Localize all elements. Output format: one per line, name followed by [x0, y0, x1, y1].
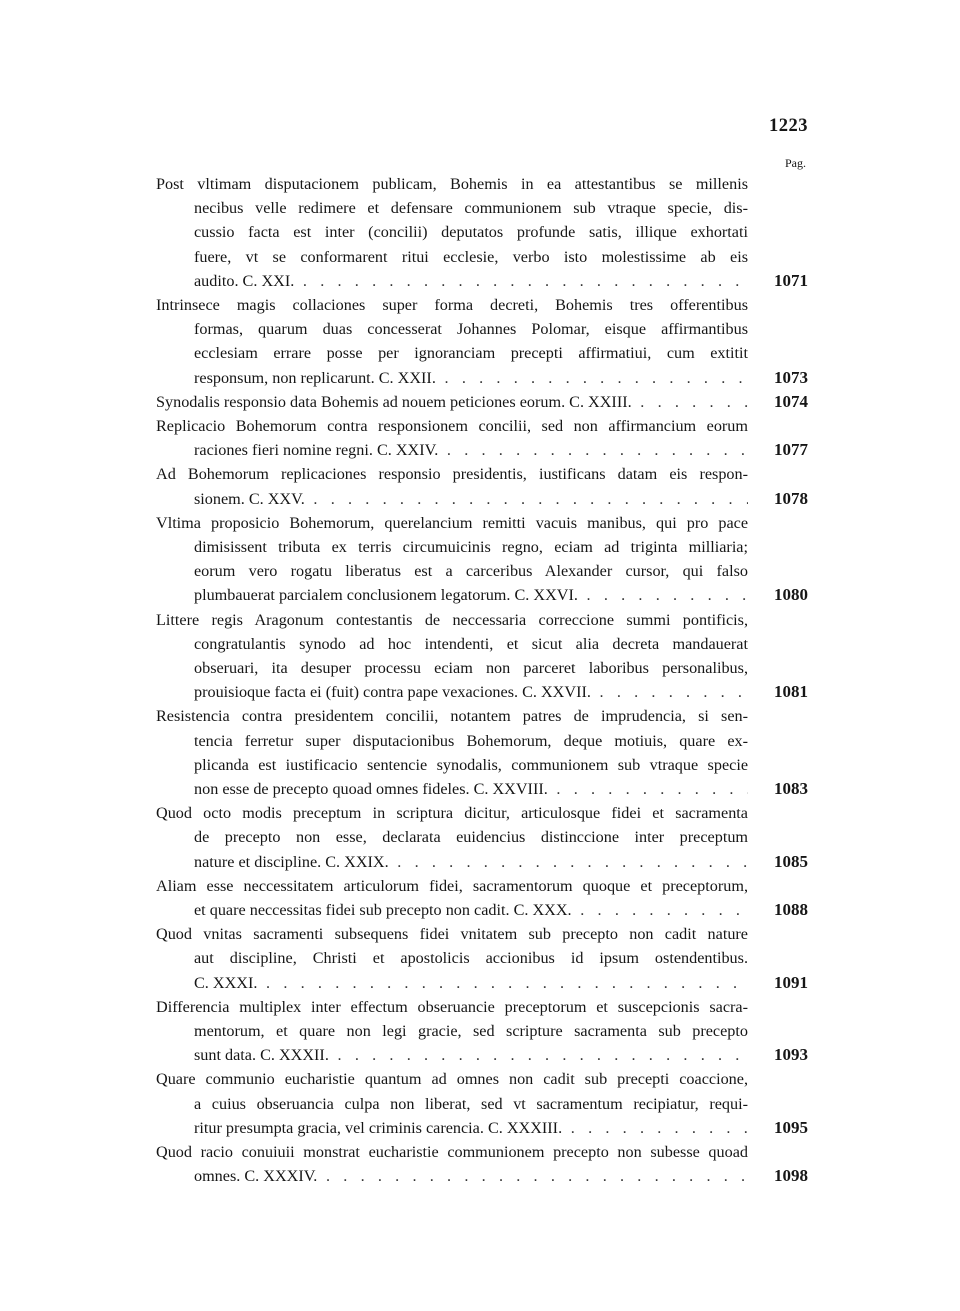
toc-entry-continuation: de precepto non esse, declarata euidencius distinccione inter preceptum [194, 828, 748, 847]
toc-line [0, 801, 960, 825]
toc-page-ref: 1095 [774, 1117, 808, 1137]
toc-entry-continuation: sunt data. C. XXXII. . . . [194, 1043, 748, 1067]
pag-column-label: Pag. [785, 156, 806, 170]
toc-entry-continuation: obseruari, ita desuper processu eciam non parceret laboribus personalibus, [194, 659, 748, 677]
toc-entry-continuation: dimisissent tributa ex terris circumuicinis regno, eciam ad triginta milliaria; [194, 538, 748, 556]
toc-line [0, 753, 960, 777]
toc-page-ref: 1091 [774, 972, 808, 992]
toc-entry-continuation: a cuius obseruancia culpa non liberat, sed vt sacramentum recipiatur, requi- [194, 1094, 748, 1113]
toc-line [0, 922, 960, 946]
toc-entry-continuation: non esse de precepto quoad omnes fideles. C. XXVIII. . . . [194, 777, 748, 801]
toc-line [0, 1116, 960, 1140]
toc-line [0, 559, 960, 583]
toc-line [0, 341, 960, 365]
toc-line [0, 874, 960, 898]
toc-line [0, 317, 960, 341]
toc-entry-continuation: fuere, vt se conformarent ritui ecclesie, verbo isto molestissime ab eis [194, 247, 748, 266]
toc-entry-text: Quare communio eucharistie quantum ad omnes non cadit sub precepti coaccione, [156, 1070, 748, 1089]
toc-entry-text: Post vltimam disputacionem publicam, Bohemis in ea attestantibus se millenis [156, 175, 748, 193]
toc-entry-continuation: plumbauerat parcialem conclusionem legatorum. C. XXVI. . . . [194, 583, 748, 607]
toc-page-ref: 1093 [774, 1045, 808, 1065]
toc-line [0, 1043, 960, 1067]
toc-line [0, 366, 960, 390]
toc-line [0, 511, 960, 535]
toc-entry-continuation: cussio facta est inter (concilii) deputatos profunde satis, illique exhortati [194, 223, 748, 242]
toc-page-ref: 1083 [774, 779, 808, 798]
toc-entry-continuation: eorum vero rogatu liberatus est a carceribus Alexander cursor, qui falso [194, 562, 748, 581]
toc-page-ref: 1085 [774, 851, 808, 871]
toc-line [0, 1019, 960, 1043]
toc-line [0, 1092, 960, 1116]
toc-line [0, 704, 960, 728]
toc-entry-continuation: ecclesiam errare posse per ignoranciam precepti affirmatiui, cum extitit [194, 344, 748, 363]
toc-line [0, 995, 960, 1019]
toc-line [0, 196, 960, 220]
toc-entry-continuation: prouisioque facta ei (fuit) contra pape vexaciones. C. XXVII. . . . [194, 680, 748, 704]
toc-line [0, 414, 960, 438]
page-number: 1223 [769, 116, 808, 136]
toc-line [0, 656, 960, 680]
toc-entry-text: Aliam esse neccessitatem articulorum fidei, sacramentorum quoque et preceptorum, [156, 876, 748, 895]
toc-entry-text: Vltima proposicio Bohemorum, querelancium remitti vacuis manibus, qui pro pace [156, 513, 748, 532]
toc-entry-continuation: omnes. C. XXXIV. . . . [194, 1164, 748, 1188]
toc-line [0, 850, 960, 874]
toc-line [0, 438, 960, 462]
toc-line [0, 583, 960, 607]
toc-entry-text: Quod octo modis preceptum in scriptura dicitur, articulosque fidei et sacramenta [156, 804, 748, 823]
toc-line [0, 825, 960, 849]
toc-entry-text: Littere regis Aragonum contestantis de neccessaria correccione summi pontificis, [156, 610, 748, 629]
toc-line [0, 608, 960, 632]
toc-entry-continuation: mentorum, et quare non legi gracie, sed scripture sacramenta sub precepto [194, 1022, 748, 1040]
toc-line [0, 1067, 960, 1091]
toc-line [0, 269, 960, 293]
toc-line [0, 172, 960, 196]
toc-page-ref: 1098 [774, 1166, 808, 1186]
toc-page-ref: 1077 [774, 440, 808, 460]
toc-entry-continuation: formas, quarum duas concesserat Johannes Polomar, eisque affirmantibus [194, 320, 748, 339]
toc-entry-continuation: ritur presumpta gracia, vel criminis carencia. C. XXXIII. . . . [194, 1116, 748, 1140]
toc-entry-continuation: raciones fieri nomine regni. C. XXIV. . . . [194, 438, 748, 462]
toc-page-ref: 1071 [774, 270, 808, 290]
toc-line [0, 462, 960, 486]
toc-page-ref: 1080 [774, 585, 808, 605]
toc-entry-text: Resistencia contra presidentem concilii, notantem patres de imprudencia, si sen- [156, 707, 748, 726]
toc-page-ref: 1088 [774, 900, 808, 919]
toc-entry-continuation: tencia ferretur super disputacionibus Bohemorum, deque motiuis, quare ex- [194, 731, 748, 750]
toc-entry-text: Quod racio conuiuii monstrat eucharistie communionem precepto non subesse quoad [156, 1143, 748, 1161]
toc-line [0, 680, 960, 704]
toc-page-ref: 1073 [774, 367, 808, 387]
toc-entry-text: Ad Bohemorum replicaciones responsio presidentis, iustificans datam eis respon- [156, 465, 748, 484]
toc-entry-text: Quod vnitas sacramenti subsequens fidei vnitatem sub precepto non cadit nature [156, 925, 748, 944]
toc-entry-continuation: nature et discipline. C. XXIX. . . . [194, 850, 748, 874]
toc-line [0, 1140, 960, 1164]
toc-entry-text: Differencia multiplex inter effectum obseruancie preceptorum et suscepcionis sacra- [156, 997, 748, 1016]
toc-entry-continuation: plicanda est iustificacio sentencie synodalis, communionem sub vtraque specie [194, 755, 748, 774]
toc-line [0, 777, 960, 801]
toc-line [0, 971, 960, 995]
toc-page-ref: 1078 [774, 488, 808, 508]
toc-page-ref: 1081 [774, 682, 808, 702]
toc-page-ref: 1074 [774, 391, 808, 411]
toc-line [0, 1164, 960, 1188]
toc-line [0, 898, 960, 922]
toc-entry-continuation: necibus velle redimere et defensare communionem sub vtraque specie, dis- [194, 199, 748, 218]
toc-line [0, 390, 960, 414]
toc-entry-continuation: aut discipline, Christi et apostolicis accionibus id ipsum ostendentibus. [194, 949, 748, 968]
toc-entry-continuation: responsum, non replicarunt. C. XXII. . . . [194, 366, 748, 390]
toc-entry-text: Synodalis responsio data Bohemis ad nouem peticiones eorum. C. XXIII. . . . [156, 390, 748, 414]
toc-line [0, 535, 960, 559]
toc-entry-continuation: C. XXXI. . . . [194, 971, 748, 995]
toc-line [0, 729, 960, 753]
toc-entry-text: Intrinsece magis collaciones super forma decreti, Bohemis tres offerentibus [156, 296, 748, 314]
toc-line [0, 946, 960, 970]
toc-entry-continuation: audito. C. XXI. . . . [194, 269, 748, 293]
toc-entry-continuation: et quare neccessitas fidei sub precepto non cadit. C. XXX. . . . [194, 898, 748, 922]
toc-line [0, 632, 960, 656]
toc-entry-text: Replicacio Bohemorum contra responsionem concilii, sed non affirmancium eorum [156, 417, 748, 435]
toc-line [0, 487, 960, 511]
toc-entry-continuation: congratulantis synodo ad hoc intendenti, et sicut alia decreta mandauerat [194, 634, 748, 653]
toc-entry-continuation: sionem. C. XXV. . . . [194, 487, 748, 511]
toc-line [0, 293, 960, 317]
toc-line [0, 220, 960, 244]
toc-line [0, 245, 960, 269]
